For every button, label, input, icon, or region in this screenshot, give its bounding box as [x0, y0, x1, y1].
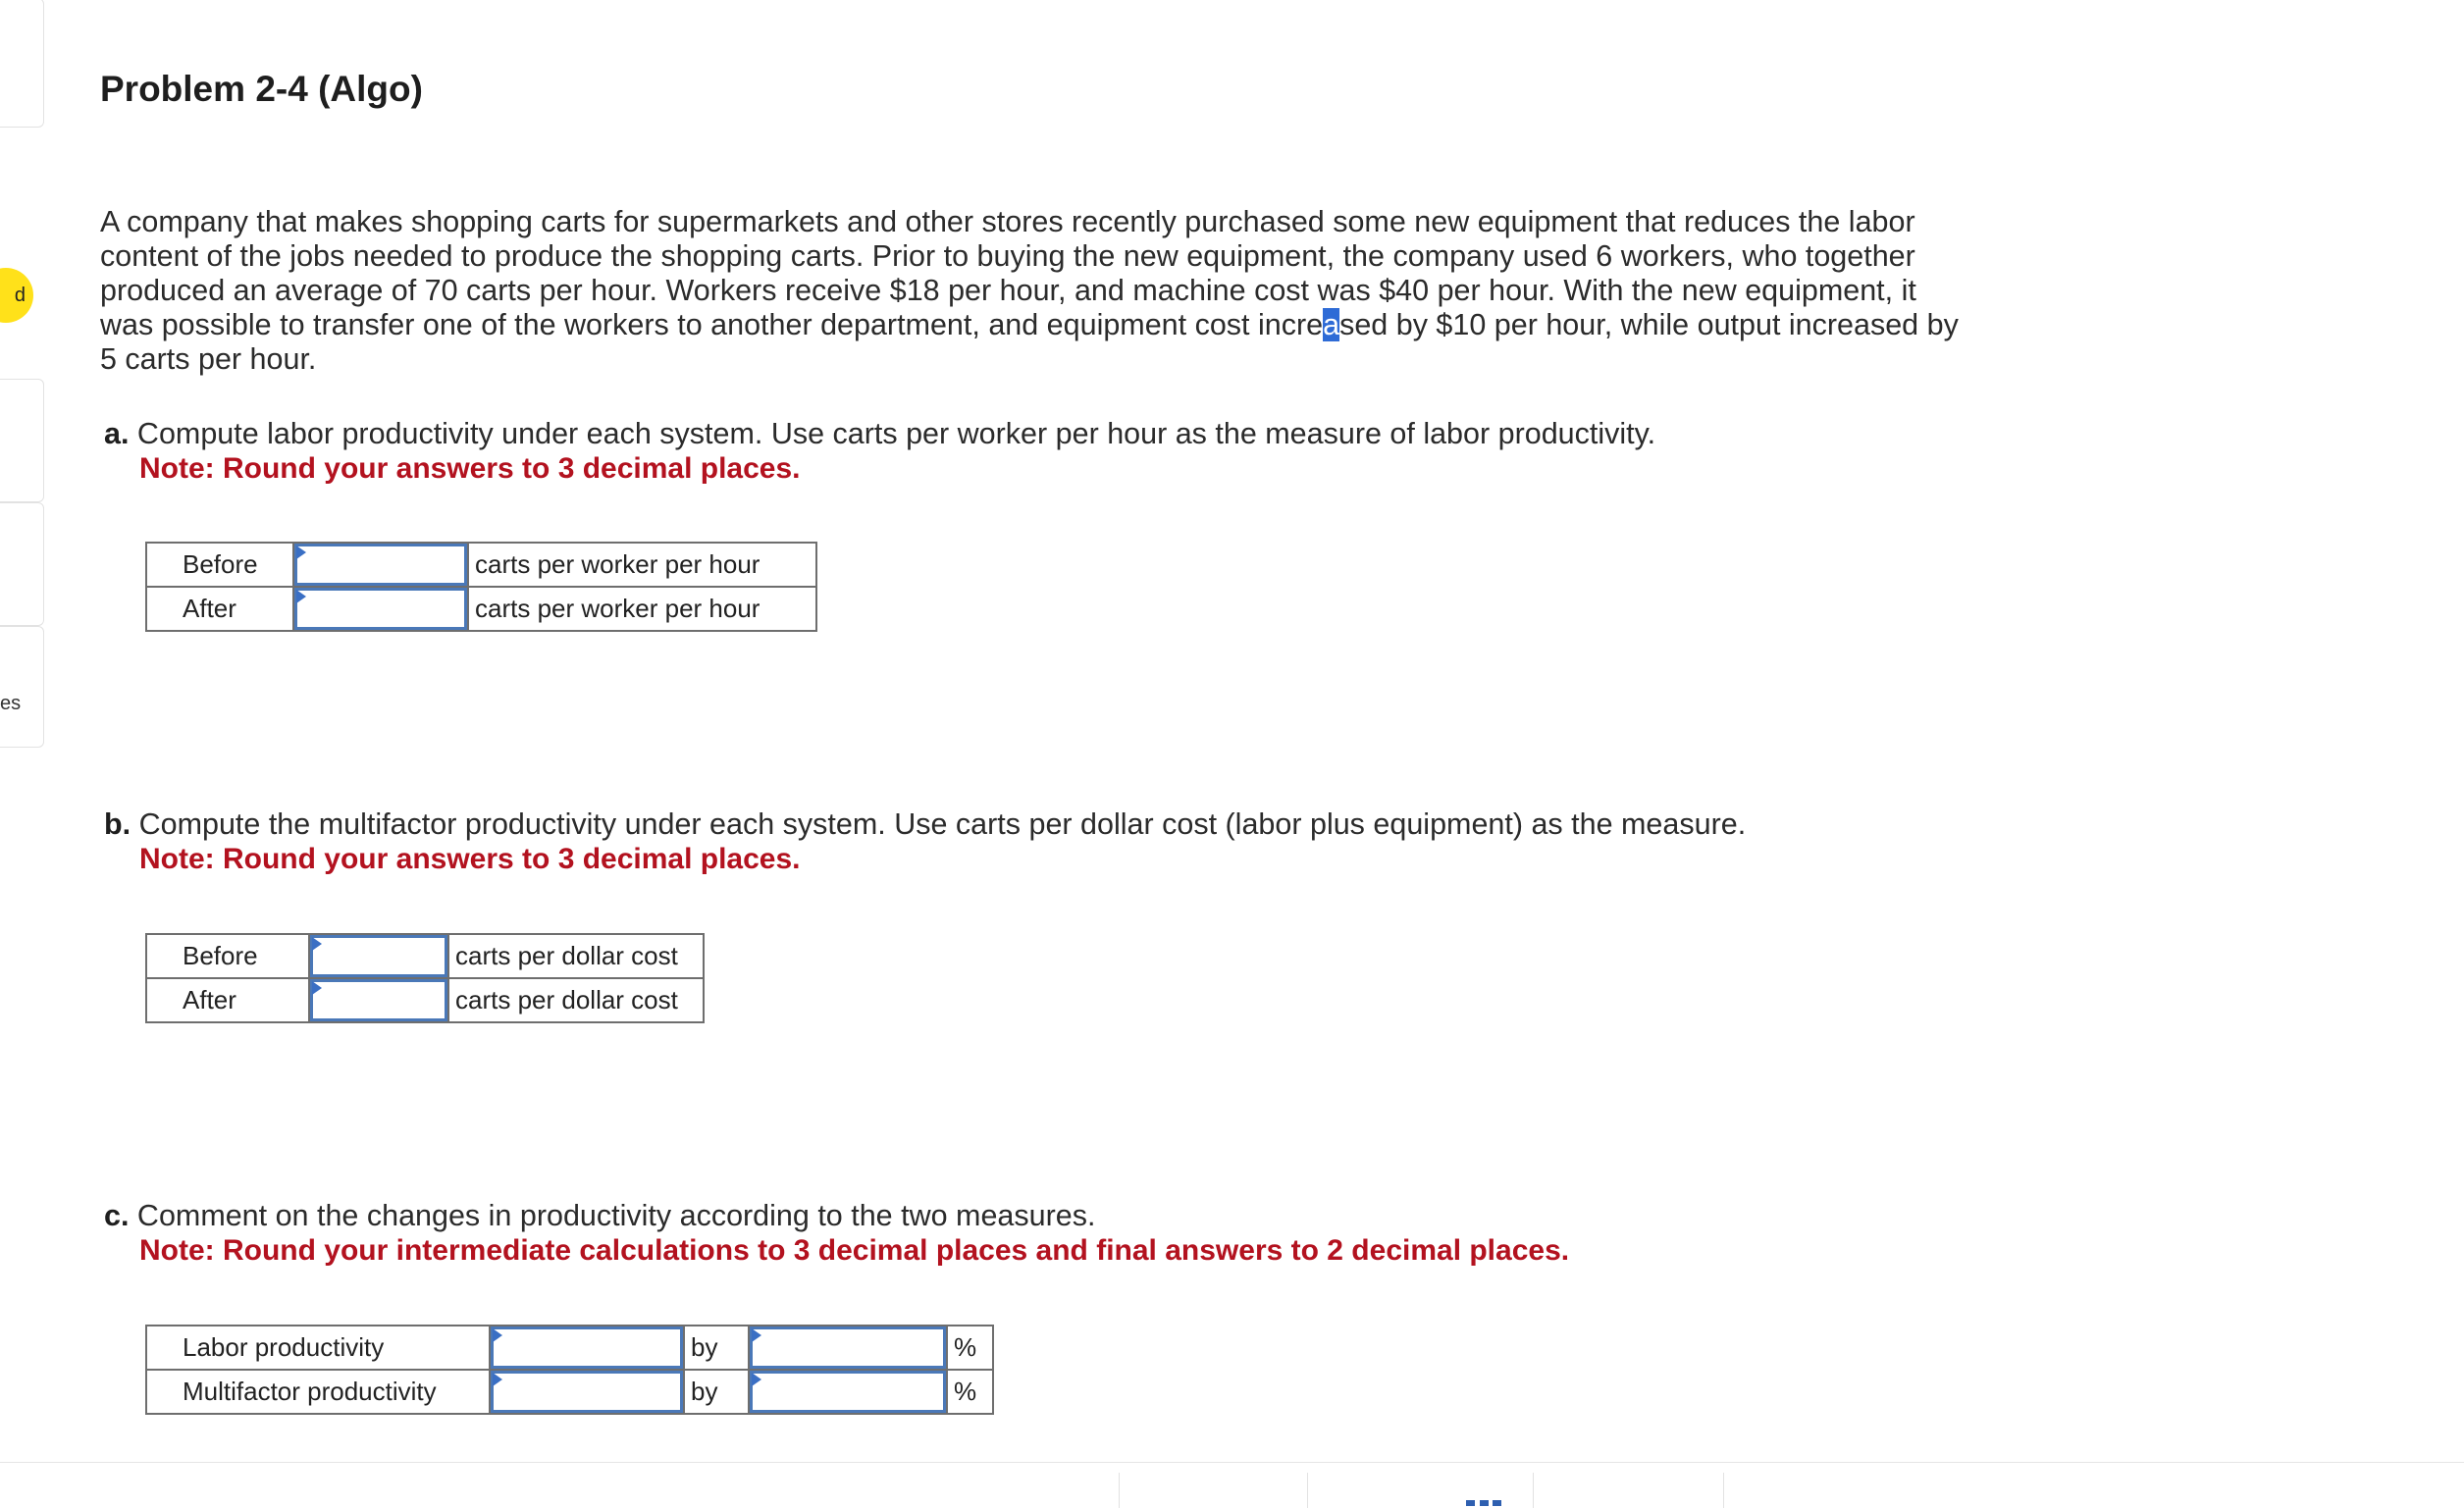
- rail-tab-1[interactable]: [0, 0, 44, 128]
- text-selection-highlight: a: [1323, 308, 1340, 341]
- answer-cell: [749, 1326, 947, 1370]
- table-row: [146, 543, 816, 587]
- rail-status-badge[interactable]: d: [0, 268, 33, 323]
- row-label: Before: [146, 934, 309, 978]
- table-row: [146, 934, 704, 978]
- table-row: [146, 587, 816, 631]
- part-c-note: Note: Round your intermediate calculations to 3 decimal places and final answers to 2 decimal places.: [139, 1234, 1570, 1267]
- unit-label: carts per worker per hour: [468, 543, 816, 587]
- multifactor-productivity-percent-input[interactable]: [750, 1371, 946, 1413]
- part-a-note: Note: Round your answers to 3 decimal places.: [139, 452, 801, 485]
- rail-tab-3[interactable]: [0, 502, 44, 626]
- percent-sign: %: [947, 1370, 993, 1414]
- before-labor-productivity-input[interactable]: [294, 544, 467, 586]
- by-label: by: [684, 1370, 749, 1414]
- part-b-question: [104, 806, 1746, 842]
- multifactor-productivity-direction-dropdown[interactable]: [491, 1371, 683, 1413]
- toolbar-divider: [1119, 1473, 1120, 1508]
- part-b-answer-table: [145, 933, 705, 1023]
- part-c-letter: c.: [104, 1199, 130, 1232]
- grid-dots-icon[interactable]: [1466, 1500, 1501, 1506]
- part-a: [104, 416, 1655, 487]
- part-a-question: [104, 416, 1655, 451]
- part-c-question: [104, 1198, 1569, 1233]
- answer-cell: [490, 1370, 684, 1414]
- answer-cell: [293, 543, 468, 587]
- left-nav-rail: [0, 0, 45, 746]
- part-c: [104, 1198, 1569, 1269]
- toolbar-divider: [1533, 1473, 1534, 1508]
- bottom-toolbar: [0, 1462, 2464, 1508]
- answer-cell: [293, 587, 468, 631]
- row-label: Labor productivity: [146, 1326, 490, 1370]
- rail-tab-2[interactable]: [0, 379, 44, 502]
- table-row: [146, 1326, 993, 1370]
- answer-cell: [749, 1370, 947, 1414]
- problem-statement-text: A company that makes shopping carts for supermarkets and other stores recently purchased some new equipment that reduces the labor content of the jobs needed to produce the shopping carts. Prior to buying the new equipment, the company used 6 workers, who together produced an average of 70 carts per hour. Workers receive $18 per hour, and machine cost was $40 per hour. With the new equipment, it was possible to transfer one of the workers to another department, and equipment cost incre: [100, 205, 1916, 341]
- part-b-letter: b.: [104, 807, 131, 841]
- part-b-note: Note: Round your answers to 3 decimal places.: [139, 843, 801, 875]
- table-row: [146, 978, 704, 1022]
- table-row: [146, 1370, 993, 1414]
- toolbar-divider: [1723, 1473, 1724, 1508]
- toolbar-divider: [1307, 1473, 1308, 1508]
- before-multifactor-productivity-input[interactable]: [310, 935, 447, 977]
- part-a-letter: a.: [104, 417, 130, 450]
- problem-title: Problem 2-4 (Algo): [100, 69, 423, 109]
- row-label: Multifactor productivity: [146, 1370, 490, 1414]
- unit-label: carts per worker per hour: [468, 587, 816, 631]
- answer-cell: [309, 978, 448, 1022]
- after-labor-productivity-input[interactable]: [294, 588, 467, 630]
- answer-cell: [490, 1326, 684, 1370]
- part-a-answer-table: [145, 542, 817, 632]
- part-c-answer-table: [145, 1325, 994, 1415]
- part-c-question-text: Comment on the changes in productivity according to the two measures.: [136, 1199, 1096, 1232]
- part-a-question-text: Compute labor productivity under each system. Use carts per worker per hour as the measure of labor productivity.: [136, 417, 1656, 450]
- row-label: After: [146, 587, 293, 631]
- row-label: After: [146, 978, 309, 1022]
- answer-cell: [309, 934, 448, 978]
- percent-sign: %: [947, 1326, 993, 1370]
- labor-productivity-direction-dropdown[interactable]: [491, 1326, 683, 1369]
- labor-productivity-percent-input[interactable]: [750, 1326, 946, 1369]
- part-b: [104, 806, 1746, 877]
- rail-tab-label: es: [0, 693, 22, 714]
- unit-label: carts per dollar cost: [448, 934, 704, 978]
- problem-statement-text-end: sed by $10 per hour, while output increased by 5 carts per hour.: [100, 308, 1959, 376]
- by-label: by: [684, 1326, 749, 1370]
- rail-tab-4[interactable]: [0, 626, 44, 748]
- part-b-question-text: Compute the multifactor productivity under each system. Use carts per dollar cost (labor plus equipment) as the measure.: [138, 807, 1747, 841]
- row-label: Before: [146, 543, 293, 587]
- unit-label: carts per dollar cost: [448, 978, 704, 1022]
- problem-statement: [100, 205, 1965, 377]
- after-multifactor-productivity-input[interactable]: [310, 979, 447, 1021]
